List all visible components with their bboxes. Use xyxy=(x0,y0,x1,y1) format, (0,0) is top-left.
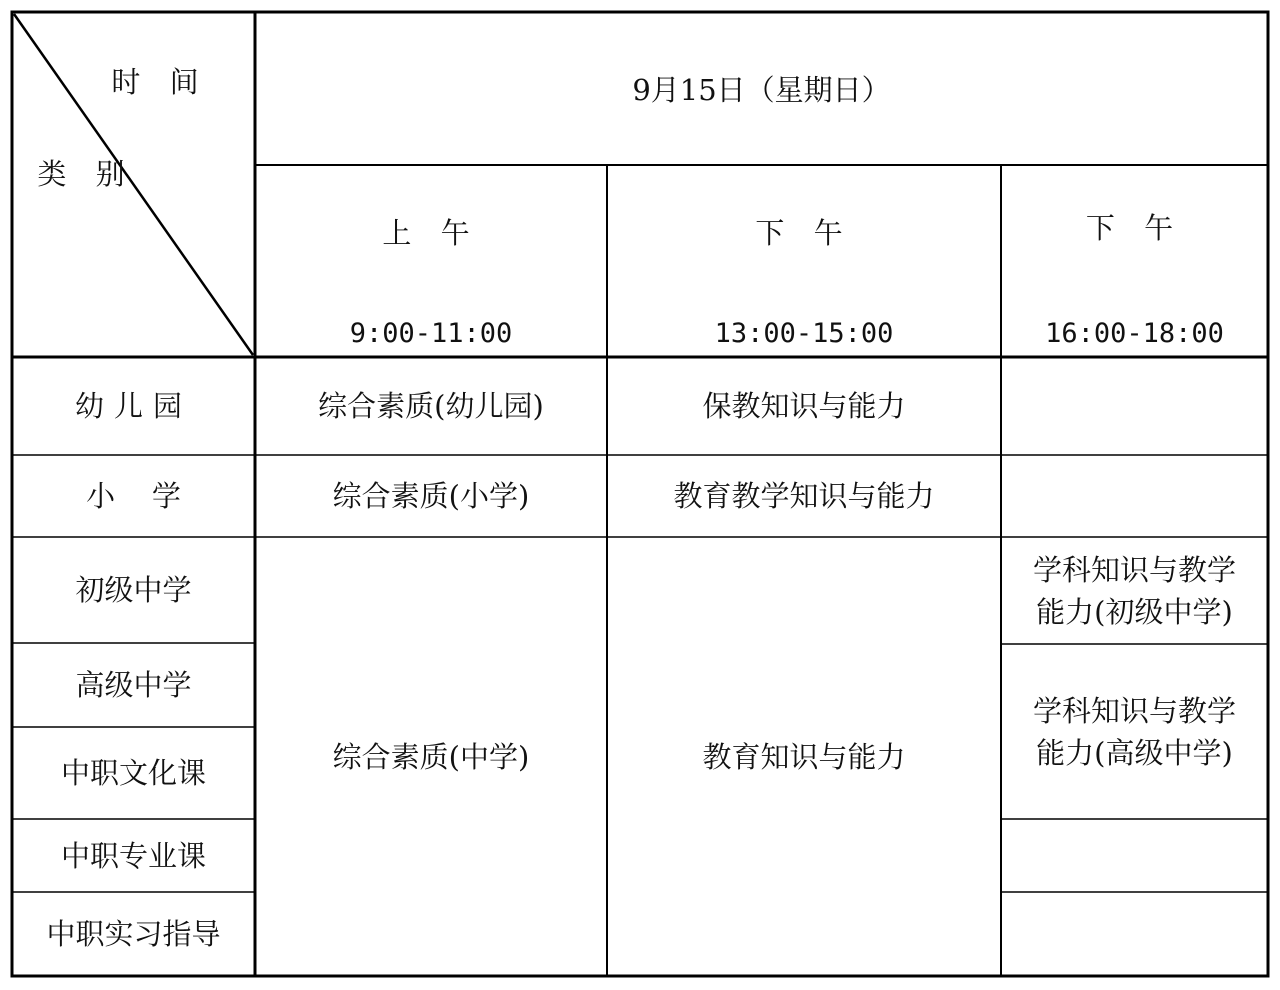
date-header: 9月15日（星期日） xyxy=(632,73,891,107)
secondary-pm1-subject: 教育知识与能力 xyxy=(702,739,906,774)
session-pm1-time: 13:00-15:00 xyxy=(714,318,894,349)
corner-category-label: 类 别 xyxy=(37,157,135,191)
junior-pm2-line1: 学科知识与教学 xyxy=(1032,552,1236,587)
category-primary: 小 学 xyxy=(86,479,181,513)
kindergarten-am-subject: 综合素质(幼儿园) xyxy=(318,389,544,423)
junior-pm2-line2: 能力(初级中学) xyxy=(1036,594,1233,629)
corner-time-label: 时 间 xyxy=(111,65,209,99)
category-kindergarten: 幼儿园 xyxy=(74,389,192,423)
category-vocational-internship: 中职实习指导 xyxy=(46,917,221,951)
senior-pm2-line2: 能力(高级中学) xyxy=(1036,735,1233,770)
category-vocational-major: 中职专业课 xyxy=(60,838,206,873)
session-am-time: 9:00-11:00 xyxy=(349,318,513,349)
category-vocational-culture: 中职文化课 xyxy=(60,756,206,790)
category-senior-middle: 高级中学 xyxy=(75,668,192,702)
category-junior-middle: 初级中学 xyxy=(75,573,192,607)
secondary-am-subject: 综合素质(中学) xyxy=(332,739,530,774)
session-am-name: 上 午 xyxy=(382,216,480,250)
kindergarten-pm1-subject: 保教知识与能力 xyxy=(702,389,906,423)
session-pm2-name: 下 午 xyxy=(1085,211,1184,245)
senior-pm2-subject xyxy=(1001,644,1268,819)
senior-pm2-line1: 学科知识与教学 xyxy=(1032,693,1236,728)
session-pm2-time: 16:00-18:00 xyxy=(1045,318,1224,349)
session-pm1-name: 下 午 xyxy=(755,216,853,250)
primary-pm1-subject: 教育教学知识与能力 xyxy=(673,479,935,513)
primary-am-subject: 综合素质(小学) xyxy=(332,479,530,513)
junior-pm2-subject xyxy=(1001,537,1268,644)
